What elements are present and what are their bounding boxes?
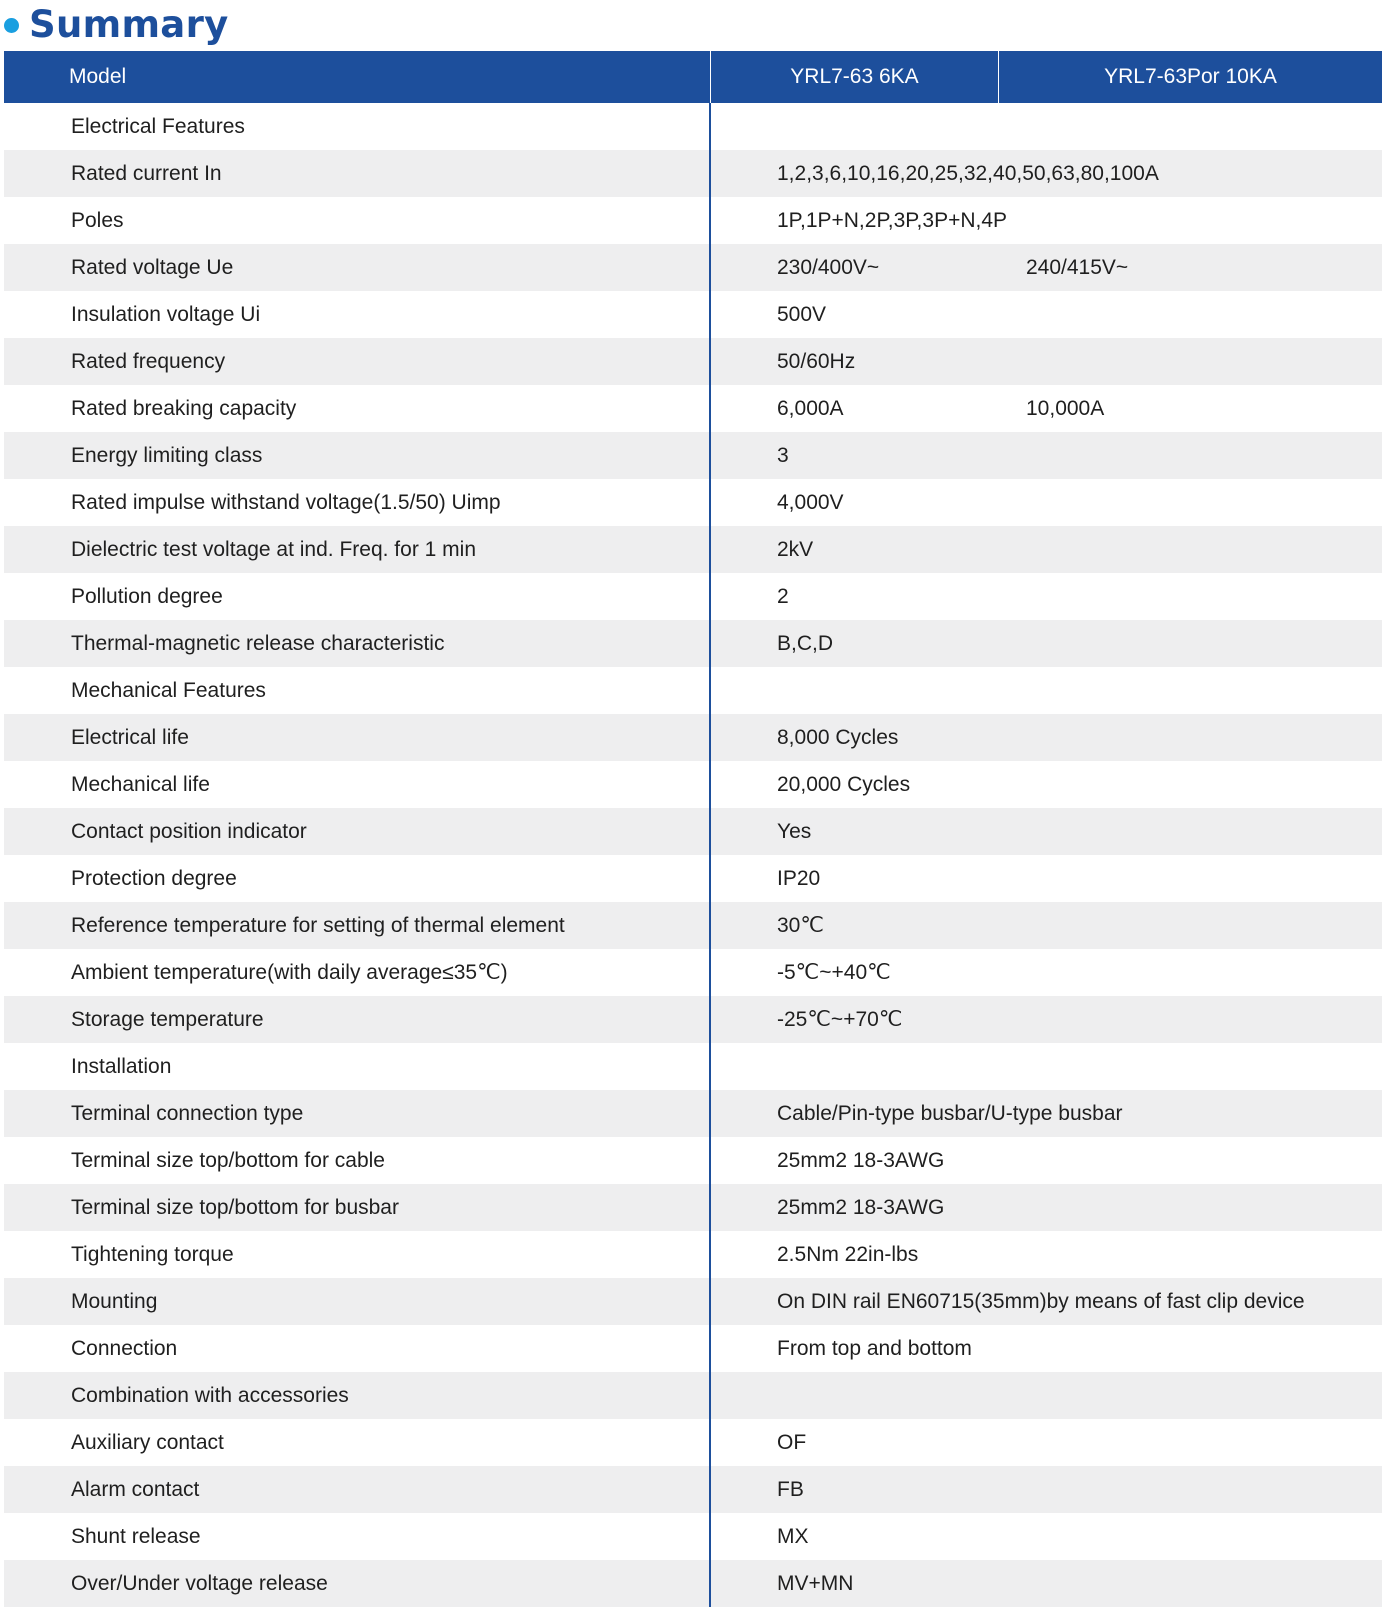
row-value: MV+MN: [777, 1571, 854, 1595]
row-value: B,C,D: [777, 631, 834, 655]
table-row: [4, 714, 1382, 761]
table-body: [4, 103, 1382, 1607]
table-row: [4, 1513, 1382, 1560]
row-label: Rated frequency: [71, 349, 226, 373]
row-label: Poles: [71, 208, 124, 232]
row-value: 20,000 Cycles: [777, 772, 911, 796]
row-label: Contact position indicator: [71, 819, 307, 843]
row-value: 30℃: [777, 914, 824, 937]
table-row: [4, 949, 1382, 996]
table-row: [4, 1419, 1382, 1466]
row-value-10ka: 10,000A: [1026, 396, 1105, 420]
row-label: Alarm contact: [71, 1477, 200, 1501]
table-row: [4, 244, 1382, 291]
row-value: Cable/Pin-type busbar/U-type busbar: [777, 1101, 1123, 1125]
row-label: Electrical life: [71, 725, 189, 749]
row-value-10ka: 240/415V~: [1026, 255, 1129, 279]
row-label: Storage temperature: [71, 1007, 264, 1031]
row-value: 2.5Nm 22in-lbs: [777, 1242, 919, 1266]
row-label: Rated voltage Ue: [71, 255, 234, 279]
column-divider: [709, 103, 711, 1607]
table-row: [4, 573, 1382, 620]
row-label: Ambient temperature(with daily average≤35℃): [71, 961, 508, 984]
table-row: [4, 197, 1382, 244]
row-value: 2kV: [777, 537, 814, 561]
row-value: Yes: [777, 819, 812, 843]
row-label: Connection: [71, 1336, 178, 1360]
table-row: [4, 103, 1382, 150]
row-label: Mechanical Features: [71, 678, 266, 702]
table-row: [4, 808, 1382, 855]
table-row: [4, 432, 1382, 479]
row-value: 4,000V: [777, 490, 844, 514]
row-value: IP20: [777, 866, 821, 890]
table-row: [4, 1231, 1382, 1278]
table-row: [4, 761, 1382, 808]
row-value: OF: [777, 1430, 807, 1454]
table-row: [4, 1325, 1382, 1372]
table-row: [4, 479, 1382, 526]
row-label: Rated impulse withstand voltage(1.5/50) Uimp: [71, 490, 501, 514]
row-value: From top and bottom: [777, 1336, 972, 1360]
row-value: On DIN rail EN60715(35mm)by means of fast clip device: [777, 1289, 1305, 1313]
table-row: [4, 1560, 1382, 1607]
row-label: Rated breaking capacity: [71, 396, 297, 420]
row-value: FB: [777, 1477, 804, 1501]
row-label: Protection degree: [71, 866, 237, 890]
table-row: [4, 526, 1382, 573]
table-row: [4, 338, 1382, 385]
row-label: Thermal-magnetic release characteristic: [71, 631, 445, 655]
row-value: 3: [777, 443, 789, 467]
table-row: [4, 902, 1382, 949]
row-label: Dielectric test voltage at ind. Freq. for 1 min: [71, 537, 476, 561]
row-label: Terminal size top/bottom for cable: [71, 1148, 385, 1172]
header-model: Model: [69, 65, 127, 88]
row-value: MX: [777, 1524, 809, 1548]
row-label: Shunt release: [71, 1524, 201, 1548]
row-value-6ka: 230/400V~: [777, 255, 880, 279]
table-header: [4, 51, 1382, 103]
table-row: [4, 996, 1382, 1043]
row-value: 500V: [777, 302, 827, 326]
table-row: [4, 1043, 1382, 1090]
table-row: [4, 855, 1382, 902]
table-row: [4, 1466, 1382, 1513]
row-value: -25℃~+70℃: [777, 1008, 903, 1031]
row-value: 1,2,3,6,10,16,20,25,32,40,50,63,80,100A: [777, 161, 1159, 185]
table-row: [4, 620, 1382, 667]
row-value: 25mm2 18-3AWG: [777, 1148, 945, 1172]
table-row: [4, 1278, 1382, 1325]
table-row: [4, 1137, 1382, 1184]
table-row: [4, 291, 1382, 338]
row-value: 1P,1P+N,2P,3P,3P+N,4P: [777, 208, 1008, 232]
table-row: [4, 1184, 1382, 1231]
row-label: Reference temperature for setting of thermal element: [71, 913, 565, 937]
row-value: 2: [777, 584, 789, 608]
spec-table: [4, 51, 1382, 1607]
row-label: Energy limiting class: [71, 443, 263, 467]
header-col-6ka: YRL7-63 6KA: [710, 51, 998, 103]
row-value: 50/60Hz: [777, 349, 856, 373]
row-value: 8,000 Cycles: [777, 725, 899, 749]
table-row: [4, 667, 1382, 714]
page-title: Summary: [29, 2, 229, 46]
table-row: [4, 150, 1382, 197]
row-label: Auxiliary contact: [71, 1430, 224, 1454]
row-label: Tightening torque: [71, 1242, 234, 1266]
bullet-dot-icon: [4, 18, 19, 33]
row-label: Terminal connection type: [71, 1101, 304, 1125]
row-label: Mechanical life: [71, 772, 210, 796]
row-label: Pollution degree: [71, 584, 223, 608]
summary-heading: [4, 0, 229, 48]
row-label: Electrical Features: [71, 114, 245, 138]
row-value: -5℃~+40℃: [777, 961, 891, 984]
table-row: [4, 385, 1382, 432]
table-row: [4, 1372, 1382, 1419]
row-label: Terminal size top/bottom for busbar: [71, 1195, 399, 1219]
row-value: 25mm2 18-3AWG: [777, 1195, 945, 1219]
row-value-6ka: 6,000A: [777, 396, 844, 420]
row-label: Combination with accessories: [71, 1383, 349, 1407]
row-label: Rated current In: [71, 161, 222, 185]
row-label: Over/Under voltage release: [71, 1571, 328, 1595]
row-label: Mounting: [71, 1289, 158, 1313]
header-col-10ka: YRL7-63Por 10KA: [998, 51, 1382, 103]
table-row: [4, 1090, 1382, 1137]
row-label: Installation: [71, 1054, 172, 1078]
row-label: Insulation voltage Ui: [71, 302, 261, 326]
